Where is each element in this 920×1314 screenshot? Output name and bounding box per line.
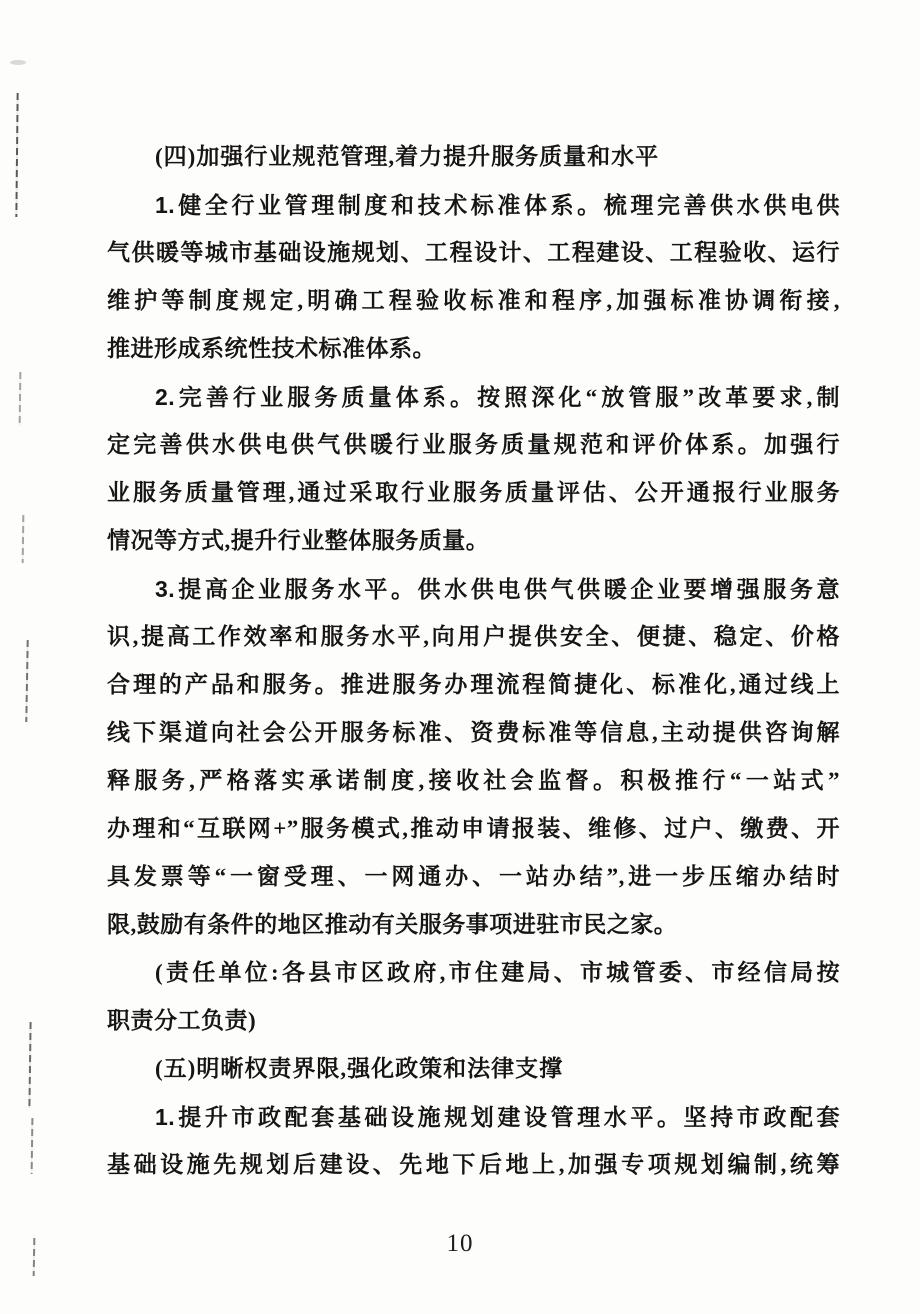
paragraph-line: 办理和“互联网+”服务模式,推动申请报装、维修、过户、缴费、开 [107,816,840,841]
section-heading-5: (五)明晰权责界限,强化政策和法律支撑 [155,1056,564,1081]
paragraph-line: 业服务质量管理,通过采取行业服务质量评估、公开通报行业服务 [107,480,840,505]
paragraph-line: 定完善供水供电供气供暖行业服务质量规范和评价体系。加强行 [107,432,840,457]
paragraph-lead: 2.完善行业服务质量体系。 [155,384,478,410]
paragraph-line: 基础设施先规划后建设、先地下后地上,加强专项规划编制,统筹 [107,1152,840,1177]
paragraph-line: 情况等方式,提升行业整体服务质量。 [107,528,490,553]
paragraph-line [107,565,840,613]
scan-artifact-line [28,1022,31,1108]
paragraph-line [107,1093,840,1141]
paragraph-line: 合理的产品和服务。推进服务办理流程简捷化、标准化,通过线上 [107,672,840,697]
scan-artifact-line [22,515,25,563]
paragraph-line [107,373,840,421]
paragraph-text: 按照深化“放管服”改革要求,制 [477,385,840,410]
paragraph-text: 坚持市政配套 [683,1105,840,1130]
paragraph-line: 具发票等“一窗受理、一网通办、一站办结”,进一步压缩办结时 [107,864,840,889]
page-number: 10 [446,1230,474,1257]
paragraph-line [107,181,840,229]
responsibility-note-line: 职责分工负责) [107,1008,257,1033]
scan-artifact-line [19,372,22,426]
scan-artifact-line [15,93,18,217]
scan-artifact-line [31,1118,34,1174]
responsibility-note-line: (责任单位:各县市区政府,市住建局、市城管委、市经信局按 [155,960,840,985]
scan-smudge [10,60,26,65]
paragraph-lead: 1.提升市政配套基础设施规划建设管理水平。 [155,1104,684,1130]
paragraph-text: 供水供电供气供暖企业要增强服务意 [417,577,840,602]
paragraph-line: 推进形成系统性技术标准体系。 [107,336,436,361]
paragraph-line: 线下渠道向社会公开服务标准、资费标准等信息,主动提供咨询解 [107,720,840,745]
paragraph-line: 识,提高工作效率和服务水平,向用户提供安全、便捷、稳定、价格 [107,624,840,649]
paragraph-lead: 3.提高企业服务水平。 [155,576,418,602]
paragraph-line: 维护等制度规定,明确工程验收标准和程序,加强标准协调衔接, [107,288,840,313]
paragraph-line: 限,鼓励有条件的地区推动有关服务事项进驻市民之家。 [107,912,678,937]
paragraph-line: 气供暖等城市基础设施规划、工程设计、工程建设、工程验收、运行 [107,240,840,265]
paragraph-lead: 1.健全行业管理制度和技术标准体系。 [155,192,604,218]
section-heading-4: (四)加强行业规范管理,着力提升服务质量和水平 [155,144,660,169]
scan-artifact-line [25,640,28,722]
paragraph-line: 释服务,严格落实承诺制度,接收社会监督。积极推行“一站式” [107,768,840,793]
paragraph-text: 梳理完善供水供电供 [603,193,840,218]
document-text-block [107,133,840,1189]
